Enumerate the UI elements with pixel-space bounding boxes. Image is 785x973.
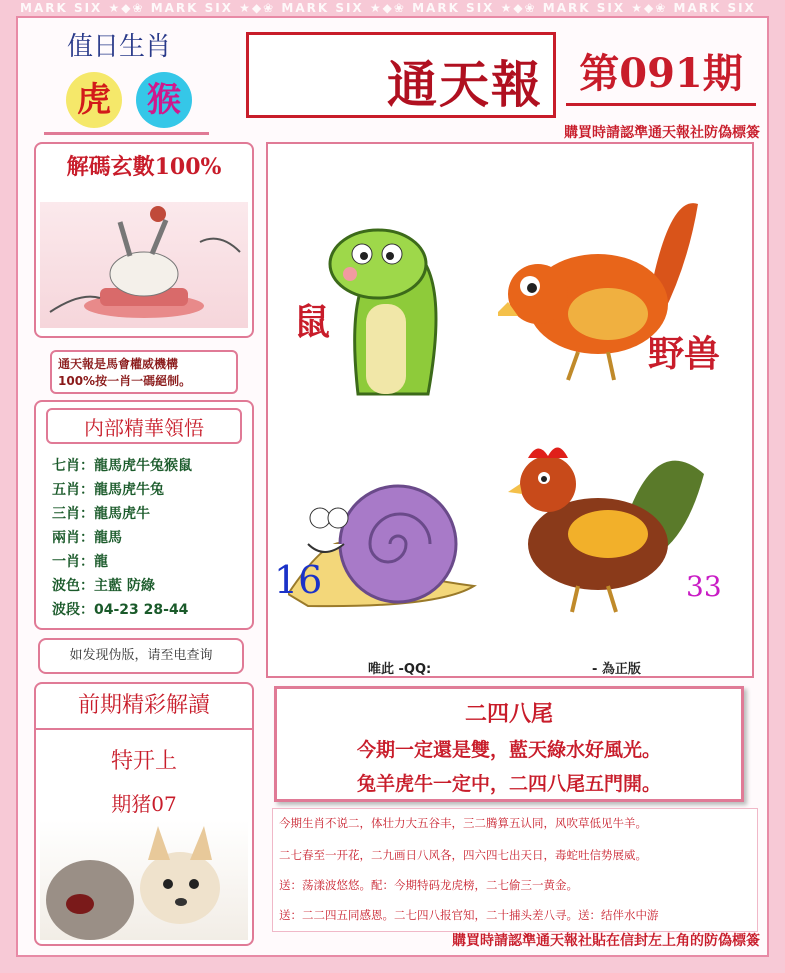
previous-line: 期猪07 xyxy=(111,792,177,816)
anti-counterfeit-note: 購買時請認準通天報社防偽標簽 xyxy=(564,125,760,141)
fake-notice-text: 如发现伪版，请至电查询 xyxy=(69,648,213,663)
masthead-box xyxy=(246,32,556,118)
tail-line: 兔羊虎牛一定中，二四八尾五門開。 xyxy=(356,773,661,795)
poem-row: 送：荡漾波悠悠。配：今期特码龙虎榜，二七偷三一黄金。 xyxy=(279,878,578,892)
tail-line: 今期一定還是雙，藍天綠水好風光。 xyxy=(356,739,661,761)
authority-note xyxy=(50,350,238,394)
tail-title: 二四八尾 xyxy=(464,701,553,727)
fake-notice-box xyxy=(38,638,244,674)
decode-panel xyxy=(34,142,254,338)
duty-zodiac-tiger: 虎 xyxy=(66,72,122,128)
divider xyxy=(44,132,209,135)
number-left: 16 xyxy=(274,558,323,602)
authority-line: 通天報是馬會權威機構 xyxy=(58,357,179,371)
decorative-border-top: MARK SIX ★◆❀ MARK SIX ★◆❀ MARK SIX ★◆❀ MARK SIX ★◆❀ MARK SIX ★◆❀ MARK SIX xyxy=(20,1,756,15)
poem-row: 送：二二四五同感恩。二七四八报官知，二十捕头差八寻。送：结伴水中游 xyxy=(279,908,659,922)
number-right: 33 xyxy=(686,570,722,603)
rooster-illustration xyxy=(508,434,708,614)
rabbit-cartoon-image xyxy=(40,202,248,328)
decode-title: 解碼玄數100% xyxy=(66,154,222,180)
decorative-border-right xyxy=(769,30,785,950)
issue-number: 第091期 xyxy=(566,42,756,106)
qq-prefix: 唯此 -QQ: xyxy=(368,662,432,677)
poem-row: 二七春至一开花，二九画日八风各，四六四七出天日，毒蛇吐信势展威。 xyxy=(279,848,647,862)
label-wild-beast: 野兽 xyxy=(648,333,721,375)
inner-row: 五肖：龍馬虎牛兔 xyxy=(52,482,164,498)
inner-essence-panel xyxy=(34,400,254,630)
poem-row: 今期生肖不说二，体壮力大五谷丰，三二腾算五认同，风吹草低见牛羊。 xyxy=(279,816,647,830)
inner-essence-title: 内部精華領悟 xyxy=(46,408,242,444)
authority-line: 100%按一肖一碼絕制。 xyxy=(58,374,192,388)
decorative-border-left xyxy=(0,30,16,950)
inner-row: 三肖：龍馬虎牛 xyxy=(52,506,150,522)
inner-row: 波段：04-23 28-44 xyxy=(52,602,189,618)
label-rat: 鼠 xyxy=(294,301,331,343)
qq-suffix: - 為正版 xyxy=(592,662,641,677)
duty-zodiac-monkey: 猴 xyxy=(136,72,192,128)
poem-panel xyxy=(272,808,758,932)
inner-row: 兩肖：龍馬 xyxy=(52,530,122,546)
inner-row: 七肖：龍馬虎牛兔猴鼠 xyxy=(52,458,192,474)
duty-zodiac-title: 值日生肖 xyxy=(66,32,171,62)
animal-illustration-panel xyxy=(266,142,754,678)
tail-prediction-box xyxy=(274,686,744,802)
snake-illustration xyxy=(318,214,448,404)
masthead-title: 通天報 xyxy=(387,55,543,114)
inner-essence-list xyxy=(52,454,248,622)
footer-anti-counterfeit-note: 購買時請認準通天報社貼在信封左上角的防偽標簽 xyxy=(452,933,760,949)
cat-dog-image xyxy=(40,820,248,940)
inner-row: 波色：主藍 防綠 xyxy=(52,578,155,594)
previous-title: 前期精彩解讀 xyxy=(36,684,252,730)
previous-line: 特开上 xyxy=(110,749,177,774)
inner-row: 一肖：龍 xyxy=(52,554,108,570)
previous-panel xyxy=(34,682,254,946)
